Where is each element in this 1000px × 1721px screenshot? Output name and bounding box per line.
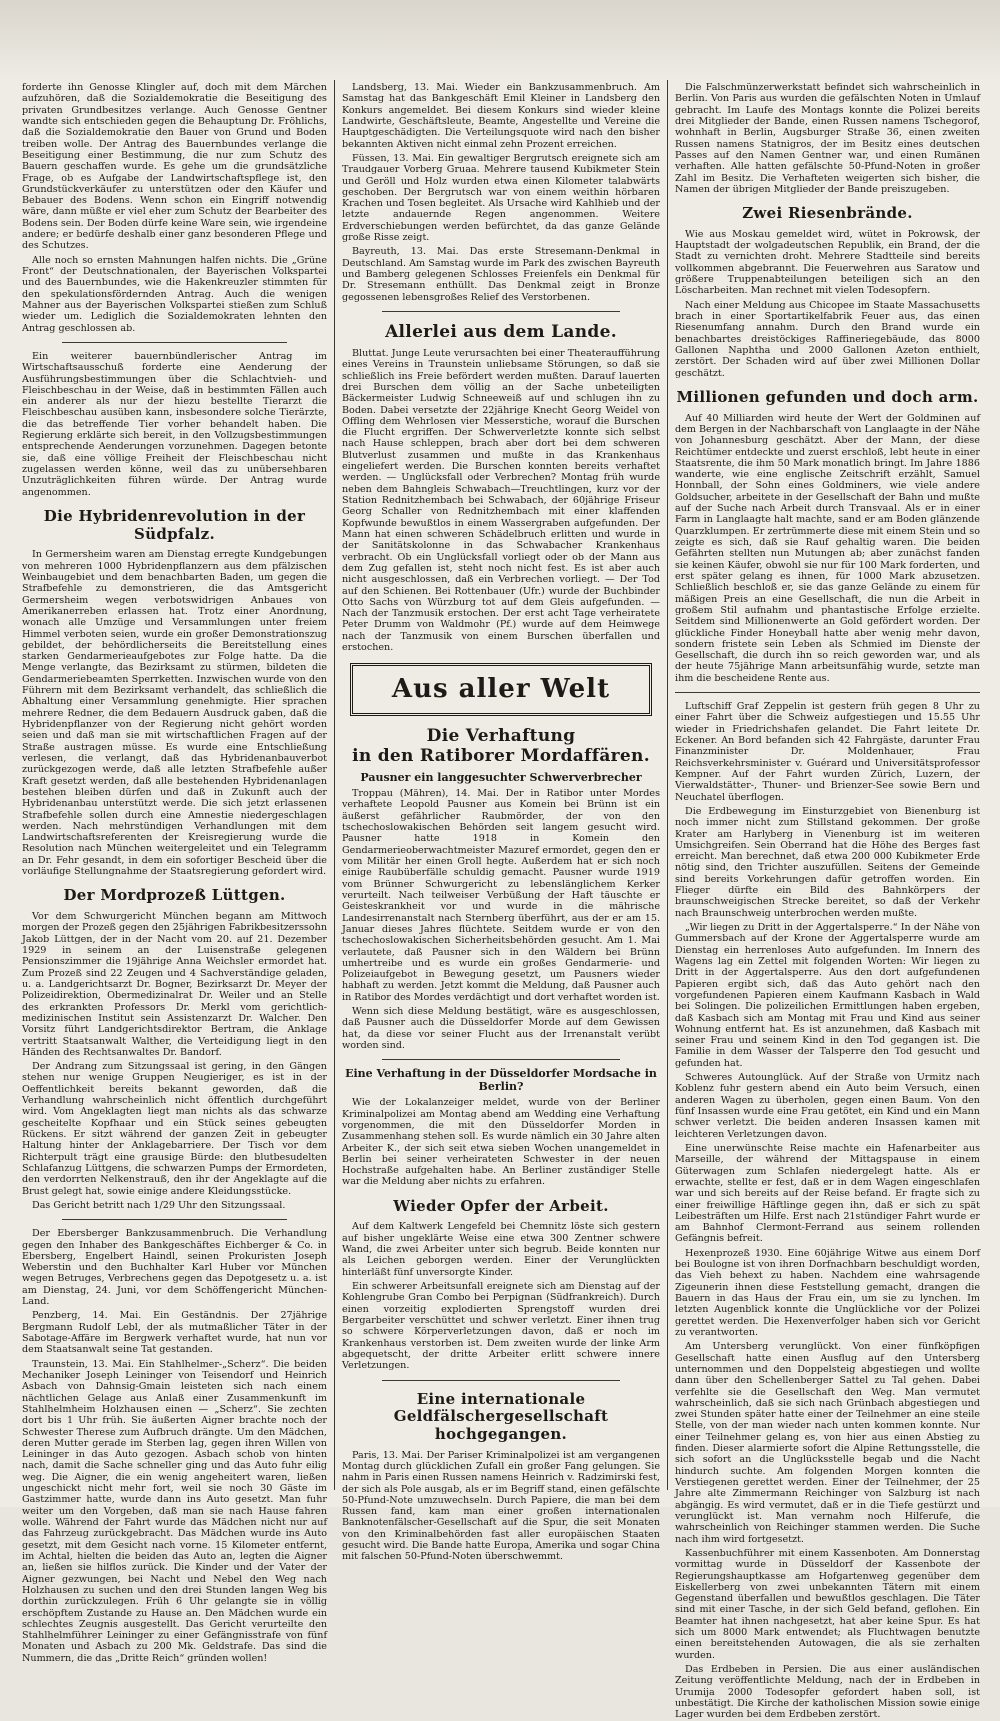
paragraph: Ein weiterer bauernbündlerischer Antrag im Wirtschaftsausschuß forderte eine Aenderung der Ausführungsbestimmungen über die Schlachtvieh- und Fleischbeschau in der Weise, daß in bestimmten Fällen auch ein anderer als nur der hiezu bestellte Tierarzt die Fleischbeschau ausüben kann, insbesondere solche Tierärzte, die das betreffende Tier vorher behandelt haben. Die Regierung erklärte sich bereit, in den Vollzugsbestimmungen entsprechende Aenderungen vorzunehmen. Dagegen betonte sie, daß eine völlige Freiheit der Fleischbeschau nicht zugelassen werden könne, weil das zu unübersehbaren Unzuträglichkeiten führen würde. Der Antrag wurde angenommen.: [22, 350, 327, 498]
paragraph: Troppau (Mähren), 14. Mai. Der in Ratibor unter Mordes verhaftete Leopold Pausner aus Komein bei Brünn ist ein äußerst gefährlicher Raubmörder, der von den tschechoslowakischen Behörden seit langem gesucht wird. Pausner hatte 1918 in Komein den Gendarmerieoberwachtmeister Mazuref ermordet, gegen den er vom Militär her einen Groll hegte. Außerdem hat er sich noch einige Raubüberfälle schuldig gemacht. Pausner wurde 1919 vom Brünner Schwurgericht zu lebenslänglichem Kerker verurteilt. Nach teilweiser Verbüßung der Haft täuschte er Geisteskrankheit vor und wurde in die mährische Landesirrenanstalt nach Sternberg überführt, aus der er am 15. Januar dieses Jahres flüchtete. Seitdem wurde er von den tschechoslowakischen Sicherheitsbehörden gesucht. Am 1. Mai verlautete, daß Pausner sich in den Wäldern bei Brünn umhertreibe und es wurde ein großes Gendarmerie- und Polizeiaufgebot in Bewegung gesetzt, um Pausners wieder habhaft zu werden. Jetzt kommt die Meldung, daß Pausner auch in Ratibor des Mordes verdächtigt und dort verhaftet worden ist.: [342, 788, 660, 1003]
paragraph: Bluttat. Junge Leute verursachten bei einer Theateraufführung eines Vereins in Traunstein unliebsame Störungen, so daß sie schließlich ins Freie befördert werden mußten. Darauf lauerten drei Burschen dem völlig an der Sache unbeteiligten Bäckermeister Ludwig Schneeweiß auf und schlugen ihn zu Boden. Dabei versetzte der 22jährige Knecht Georg Weidel von Offling dem Wehrlosen vier Messerstiche, worauf die Burschen die Flucht ergriffen. Der Schwerverletzte konnte sich selbst nach Hause schleppen, brach aber dort bei dem schweren Blutverlust zusammen und mußte in das Krankenhaus eingeliefert werden. Die Burschen konnten bereits verhaftet werden. — Unglücksfall oder Verbrechen? Montag früh wurde neben dem Bahngleis Schwabach—Treuchtlingen, kurz vor der Station Rednitzhembach bei Schwabach, der 60jährige Friseur Georg Schaller von Rednitzhembach mit einer klaffenden Kopfwunde bewußtlos in einem Wassergraben aufgefunden. Der Mann hat einen schweren Schädelbruch erlitten und wurde in der Sanitätskolonne in das Schwabacher Krankenhaus verbracht. Ob ein Unglücksfall vorliegt oder ob der Mann aus dem Zug gefallen ist, steht noch nicht fest. Es ist aber auch nicht ausgeschlossen, daß ein Verbrechen vorliegt. — Der Tod auf den Schienen. Bei Rottenbauer (Ufr.) wurde der Buchbinder Otto Sachs von Würzburg tot auf dem Gleis aufgefunden. — Nach der Tanzmusik erstochen. Der erst acht Tage verheiratete Peter Drumm von Waldmohr (Pf.) wurde auf dem Heimwege nach der Tanzmusik von einem Burschen überfallen und erstochen.: [342, 347, 660, 654]
paragraph: „Wir liegen zu Dritt in der Aggertalsperre.“ In der Nähe von Gummersbach auf der Krone der Aggertalsperre wurde am Dienstag ein herrenloses Auto aufgefunden. Im Innern des Wagens lag ein Zettel mit folgenden Worten: Wir liegen zu Dritt in der Aggertalsperre. Aus den dort aufgefundenen Papieren ergibt sich, daß das Auto gehört nach den vorgefundenen Papieren einem Kaufmann Kasbach in Wald bei Solingen. Die polizeilichen Ermittlungen haben ergeben, daß Kasbach sich am Montag mit Frau und Kind aus seiner Wohnung entfernt hat. Es ist anzunehmen, daß Kasbach mit seiner Frau und seinem Kind in den Tod gegangen ist. Die Familie in dem Wasser der Talsperre den Tod gesucht und gefunden hat.: [675, 922, 980, 1069]
article-subheadline: Pausner ein langgesuchter Schwerverbrecher: [360, 771, 642, 785]
paragraph: Das Gericht betritt nach 1/29 Uhr den Sitzungssaal.: [32, 1199, 286, 1211]
paragraph: Luftschiff Graf Zeppelin ist gestern früh gegen 8 Uhr zu einer Fahrt über die Schweiz aufgestiegen und 15.55 Uhr wieder in Friedrichshafen gelandet. Die Fahrt leitete Dr. Eckener. An Bord befanden sich 42 Fahrgäste, darunter Frau Finanzminister Dr. Moldenhauer, Frau Reichsverkehrsminister v. Guérard und Universitätsprofessor Kempner. Auf der Fahrt wurden Zürich, Luzern, der Vierwaldstätter-, Thuner- und Brienzer-See sowie Bern und Neuchatel überflogen.: [675, 701, 980, 803]
divider: [382, 311, 620, 312]
paragraph: Kassenbuchführer mit einem Kassenboten. Am Donnerstag vormittag wurde in Düsseldorf der Kassenbote der Regierungshauptkasse am Hofgartenweg gegenüber dem Eiskellerberg von zwei unbekannten Tätern mit einem Gegenstand überfallen und bewußtlos geschlagen. Die Täter sind mit einer Tasche, in der sich Geld befand, geflohen. Ein Beamter hat ihnen nachgesetzt, hat aber keine Spur. Es hat sich um 8000 Mark entwendet; als Fluchtwagen benutzte einen bereitstehenden Autowagen, die als sie zerhalten wurden.: [675, 1547, 980, 1661]
paragraph: Füssen, 13. Mai. Ein gewaltiger Bergrutsch ereignete sich am Traudgauer Vorberg Gruaa. Mehrere tausend Kubikmeter Stein und Geröll und Holz wurden etwa einen Kilometer talabwärts geschoben. Der Bergrutsch war von einem weithin hörbaren Krachen und Tosen begleitet. Als Ursache wird Kahlhieb und der letzte andauernde Regen angenommen. Weitere Erdverschiebungen werden befürchtet, da das ganze Gelände große Risse zeigt.: [342, 152, 660, 244]
paragraph: Schweres Autounglück. Auf der Straße von Urmitz nach Koblenz fuhr gestern abend ein Auto beim Versuch, einen anderen Wagen zu überholen, gegen einen Baum. Von den fünf Insassen wurde eine Frau getötet, ein Kind und ein Mann schwer verletzt. Die beiden anderen Insassen kamen mit leichteren Verletzungen davon.: [675, 1072, 980, 1140]
article-headline: Zwei Riesenbrände.: [742, 204, 913, 223]
paragraph: Vor dem Schwurgericht München begann am Mittwoch morgen der Prozeß gegen den 25jährigen Fabrikbesitzerssohn Jakob Lüttgen, der in der Nacht vom 20. auf 21. Dezember 1929 in seinem an der Luisenstraße gelegenen Pensionszimmer die 19jährige Anna Weichsler ermordet hat. Zum Prozeß sind 22 Zeugen und 4 Sachverständige geladen, u. a. Landgerichtsarzt Dr. Bogner, Bezirksarzt Dr. Meyer der Polizeidirektion, Obermedizinalrat Dr. Weiler und an Stelle des erkrankten Professors Dr. Merkl vom gerichtlich-medizinischen Institut sein Assistenzarzt Dr. Walcher. Den Vorsitz führt Landgerichtsdirektor Bertram, die Anklage vertritt Staatsanwalt Walther, die Verteidigung liegt in den Händen des Rechtsanwaltes Dr. Bandorf.: [22, 911, 327, 1058]
paragraph: In Germersheim waren am Dienstag erregte Kundgebungen von mehreren 1000 Hybridenpflanzern aus dem pfälzischen Weinbaugebiet und dem benachbarten Baden, um gegen die Strafbefehle zu demonstrieren, die das Amtsgericht Germersheim wegen verbotswidrigen Anbaues von Amerikanerreben erlassen hat. Trotz einer Anordnung, wonach alle Umzüge und Versammlungen unter freiem Himmel verboten seien, wurde ein großer Demonstrationszug gebildet, der behördlicherseits die Bereitstellung eines starken Gendarmerieaufgebotes zur Folge hatte. Da die Menge verlangte, das Bezirksamt zu stürmen, bildeten die Gendarmeriebeamten Sperrketten. Inzwischen wurde von den Führern mit dem Bezirksamt verhandelt, das schließlich die Abhaltung einer Versammlung genehmigte. Hier sprachen mehrere Redner, die dem Bedauern Ausdruck gaben, daß die Hybridenpflanzer von der Regierung nicht gehört worden seien und daß man sie mit wirtschaftlichen Fragen auf der Straße austragen müsse. Es wurde eine Entschließung verlesen, die verlangt, daß das Hybridenanbauverbot zurückgezogen werde, daß alle letzten Strafbefehle außer Kraft gesetzt werden, daß alle bestehenden Hybridenanlagen bestehen bleiben dürfen und daß in Zukunft auch der Hybridenanbau unterstützt werde. Die sich jetzt erlassenen Strafbefehle sollen durch eine Amnestie niedergeschlagen werden. Nach mehrstündigen Verhandlungen mit dem Landwirtschaftsreferenten der Kreisregierung wurde die Resolution nach München weitergeleitet und ein Telegramm an Dr. Fehr gesandt, in dem ein sofortiger Bescheid über die vorläufige Stellungnahme der Staatsregierung gefordert wird.: [22, 549, 327, 878]
paragraph: Auf 40 Milliarden wird heute der Wert der Goldminen auf dem Bergen in der Nachbarschaft von Langlaagte in der Nähe von Johannesburg geschätzt. Aber der Mann, der diese Reichtümer entdeckte und zuerst erschloß, lebt heute in einer Staatsrente, die ihm 50 Mark monatlich bringt. Im Jahre 1886 wanderte, wie eine englische Zeitschrift erzählt, Samuel Honnball, der Sohn eines Goldminers, wie viele andere Goldsucher, arbeitete in der Gesellschaft der Bahn und mußte auf der Suche nach Arbeit durch Transvaal. Als er in einer Farm in Langlaagte halt machte, sand er am Boden glänzende Quarzklumpen. Er zertrümmerte diese mit einem Stein und so zeigte es sich, daß sie Rauf gehaltig waren. Die beiden Gefährten stellten nun Mutungen ab; aber zunächst fanden sie keinen Käufer, obwohl sie nur für 100 Mark forderten, und erst später gelang es ihnen, für 1000 Mark abzusetzen. Schließlich beschloß er, sie das ganze Gelände zu einem für mäßigen Preis an eine Gesellschaft, die nun die Arbeit in großem Stil aufnahm und phantastische Erfolge erzielte. Seitdem sind Millionenwerte an Gold gefördert worden. Der glückliche Finder Honeyball hatte aber wenig mehr davon, sondern fristete sein Leben als Schmied im Dienste der Gesellschaft, die durch ihn so reich geworden war, und als der heute 75jährige Mann arbeitsunfähig wurde, setzte man ihm die bescheidene Rente aus.: [675, 412, 980, 684]
paragraph: Wie aus Moskau gemeldet wird, wütet in Pokrowsk, der Hauptstadt der wolgadeutschen Republik, ein Brand, der die Stadt zu vernichten droht. Mehrere Stadtteile sind bereits vollkommen abgebrannt. Die Feuerwehren aus Saratow und größere Truppenabteilungen beteiligen sich an den Löscharbeiten. Man rechnet mit vielen Todesopfern.: [675, 228, 980, 297]
section-banner: Aus aller Welt: [350, 663, 652, 716]
article-headline: Die Verhaftung: [426, 726, 576, 747]
divider: [382, 1059, 620, 1060]
divider: [382, 1380, 620, 1381]
column-rule: [667, 80, 668, 1490]
paragraph: Auf dem Kaltwerk Lengefeld bei Chemnitz löste sich gestern auf bisher ungeklärte Weise eine etwa 300 Zentner schwere Wand, die zwei Arbeiter unter sich begrub. Beide konnten nur als Leichen geborgen werden. Einer der Verunglückten hinterläßt fünf unversorgte Kinder.: [342, 1221, 660, 1278]
paragraph: Eine unerwünschte Reise machte ein Hafenarbeiter aus Marseille, der während der Mittagspause in einem Güterwagen zum Schlafen niedergelegt hatte. Als er erwachte, stellte er fest, daß er in dem Wagen eingeschlafen war und sich bereits auf der Reise befand. Er fragte sich zu einer freiwillige Häftlinge gegen ihn, daß er sich zu spät Leibesträften um Hilfe. Erst nach 21stündiger Fahrt wurde er am Bahnhof Clermont-Ferrand aus seinem rollenden Gefängnis befreit.: [675, 1142, 980, 1245]
paragraph: Ein schwerer Arbeitsunfall ereignete sich am Dienstag auf der Kohlengrube Gran Combo bei Perpignan (Südfrankreich). Durch einen vorzeitig explodierten Sprengstoff wurden drei Bergarbeiter verschüttet und schwer verletzt. Einer ihnen trug so schwere Körperverletzungen davon, daß er noch im Krankenhaus verstorben ist. Dem zweiten wurde der linke Arm abgequetscht, der dritte Arbeiter erlitt schwere innere Verletzungen.: [342, 1281, 660, 1372]
paragraph: Der Andrang zum Sitzungssaal ist gering, in den Gängen stehen nur wenige Gruppen Neugieriger, es ist in der Oeffentlichkeit bereits bekannt geworden, daß die Verhandlung wahrscheinlich nicht öffentlich durchgeführt wird. Vom Angeklagten liegt man nichts als das schwarze gescheitelte Kopfhaar und ein Stück seines gebeugten Rückens. Er sitzt während der ganzen Zeit in gebeugter Haltung hinter der Anklagebarriere. Der Tisch vor dem Richterpult trägt eine grausige Bürde: den blutbesudelten Schlafanzug Lüttgens, die schwarzen Pumps der Ermordeten, den verdorrten Nelkenstrauß, den ihr der Angeklagte auf die Brust gelegt hat, sowie einige andere Kleidungsstücke.: [22, 1061, 327, 1197]
column-middle: [342, 82, 660, 1563]
paragraph: Die Falschmünzerwerkstatt befindet sich wahrscheinlich in Berlin. Von Paris aus wurden die gefälschten Noten in Umlauf gebracht. Im Laufe des Montags konnte die Polizei bereits drei Mitglieder der Bande, einen Russen namens Tschegorof, wohnhaft in Berlin, Augsburger Straße 36, einen zweiten Russen namens Statnigros, der im Besitz eines deutschen Passes auf den Namen Gentner war, und einen Rumänen verhaften. Alle hatten gefälschte 50-Pfund-Noten in großer Zahl im Besitz. Die Verhafteten weigerten sich bisher, die Namen der übrigen Mitglieder der Bande preiszugeben.: [675, 82, 980, 195]
paragraph: Hexenprozeß 1930. Eine 60jährige Witwe aus einem Dorf bei Boulogne ist von ihren Dorfnachbarn beschuldigt worden, das Vieh behext zu haben. Nachdem eine wahrsagende Zigeunerin ihnen diese Feststellung gemacht, drangen die Bauern in das Haus der Frau ein, um sie zu lynchen. Im letzten Augenblick konnte die Unglückliche vor der Polizei gerettet werden. Die Hexenverfolger haben sich vor Gericht zu verantworten.: [675, 1247, 980, 1338]
divider: [675, 692, 980, 693]
column-rule: [334, 80, 335, 1490]
paragraph: Bayreuth, 13. Mai. Das erste Stresemann-Denkmal in Deutschland. Am Samstag wurde im Park des zwischen Bayreuth und Bamberg gelegenen Schlosses Freienfels ein Denkmal für Dr. Stresemann enthüllt. Das Denkmal zeigt in Bronze gegossenen lebensgroßes Relief des Verstorbenen.: [342, 246, 660, 303]
paragraph: Paris, 13. Mai. Der Pariser Kriminalpolizei ist am vergangenen Montag durch glücklichen Zufall ein großer Fang gelungen. Sie nahm in Paris einen Russen namens Heinrich v. Radzimirski fest, der sich als Pole ausgab, als er im Begriff stand, einen gefälschte 50-Pfund-Note umzuwechseln. Durch Papiere, die man bei dem Russen fand, kam man einer großen internationalen Banknotenfälscher-Gesellschaft auf die Spur, die seit Monaten von den Kriminalbehörden fast aller europäischen Staaten gesucht wird. Die Bande hatte Europa, Amerika und sogar China mit falschen 50-Pfund-Noten überschwemmt.: [342, 1449, 660, 1563]
paragraph: forderte ihn Genosse Klingler auf, doch mit dem Märchen aufzuhören, daß die Sozialdemokratie die Beseitigung des privaten Grundbesitzes verlange. Auch Genosse Gentner wandte sich entschieden gegen die Behauptung Dr. Fröhlichs, daß die Sozialdemokratie den Bauer von Grund und Boden treiben wolle. Der Antrag des Bauernbundes verlange die Beseitigung einer Bestimmung, die nur zum Schutz des Bauern geschaffen wurde. Es gehe um die grundsätzliche Frage, ob es Aufgabe der Landwirtschaftspflege ist, den Grundstückverkäufer zu unterstützen oder den Käufer und Bebauer des Bodens. Wenn schon ein Eingriff notwendig wäre, dann müßte er viel eher zum Schutz der Bearbeiter des Bodens sein. Der Boden dürfe keine Ware sein, wie irgendeine andere; er bedürfe deshalb einer ganz besonderen Pflege und des Schutzes.: [22, 82, 327, 252]
divider: [62, 1219, 287, 1220]
column-right: [675, 82, 980, 1721]
paragraph: Das Erdbeben in Persien. Die aus einer ausländischen Zeitung veröffentlichte Meldung, nach der in Erdbeben in Urumija 2000 Todesopfer gefordert haben soll, ist unbestätigt. Die Kirche der katholischen Mission sowie einige Lager wurden bei dem Erdbeben zerstört.: [675, 1664, 980, 1721]
article-headline-line2: hochgegangen.: [434, 1424, 568, 1443]
paragraph: Die Erdbewegung im Einsturzgebiet von Bienenburg ist noch immer nicht zum Stillstand gekommen. Der große Krater am Harlyberg in Vienenburg ist im weiteren Umsichgreifen. Sein Oberrand hat die Höhe des Berges fast erreicht. Man berechnet, daß etwa 200 000 Kubikmeter Erde nötig sind, den Trichter auszufüllen. Seitens der Gemeinde sind bereits Vorkehrungen dafür getroffen worden. Ein Flieger dürfte ein Bild des Bahnkörpers der braunschweigischen Strecke bereitet, so daß der Verkehr nach Braunschweig unterbrochen werden mußte.: [675, 805, 980, 919]
article-headline-line2: in den Ratiborer Mordaffären.: [352, 746, 650, 767]
section-headline: Allerlei aus dem Lande.: [385, 321, 617, 342]
paragraph: Wie der Lokalanzeiger meldet, wurde von der Berliner Kriminalpolizei am Montag abend am Wedding eine Verhaftung vorgenommen, die mit den Düsseldorfer Morden in Zusammenhang stehen soll. Es wurde nämlich ein 30 Jahre alten Arbeiter K., der sich seit etwa sieben Wochen unangemeldet in Berlin bei seiner verheirateten Schwester in der neuen Hochstraße aufgehalten habe. An Berliner zuständiger Stelle war die Meldung aber nichts zu erfahren.: [342, 1097, 660, 1188]
paragraph: Der Ebersberger Bankzusammenbruch. Die Verhandlung gegen den Inhaber des Bankgeschäftes Eichberger & Co. in Ebersberg, Engelbert Haindl, seinen Prokuristen Joseph Weberstin und den Buchhalter Karl Huber vor München wegen Betruges, Verbrechens gegen das Depotgesetz u. a. ist am Dienstag, 24. Juni, vor dem Schöffengericht München-Land.: [22, 1228, 327, 1308]
paragraph: Am Untersberg verunglückt. Von einer fünfköpfigen Gesellschaft hatte einen Ausflug auf den Untersberg unternommen und den Doppelsteig abgestiegen und wollte dann über den Schellenberger Sattel zu Tal gehen. Dabei verfehlte sie die Gesellschaft den Weg. Man vermutet wahrscheinlich, daß sie sich nach Grünbach abgestiegen und zwei Stunden später hatte einer der Teilnehmer an eine steile Stelle, von der man wieder nach unten kommen konnte. Nur einer Teilnehmer gelang es, von hier aus einen Abstieg zu finden. Dieser alarmierte sofort die Alpine Rettungsstelle, die sich sofort an die Unglücksstelle begab und die Nacht hindurch suchte. Am folgenden Morgen konnten die Verstiegenen gerettet werden. Einer der Teilnehmer, der 25 Jahre alte Zimmermann Reichinger von Salzburg ist nach abgängig. Es wird vermutet, daß er in die Tiefe gestürzt und verunglückt ist. Man vernahm noch Hilferufe, die wahrscheinlich von Reichinger stammen werden. Die Suche nach ihm wird fortgesetzt.: [675, 1341, 980, 1545]
paragraph: Wenn sich diese Meldung bestätigt, wäre es ausgeschlossen, daß Pausner auch die Düsseldorfer Morde auf dem Gewissen hat, da diese vor seiner Flucht aus der Irrenanstalt verübt worden sind.: [342, 1006, 660, 1052]
article-subheadline: Eine Verhaftung in der Düsseldorfer Mordsache in Berlin?: [345, 1067, 657, 1094]
article-headline: Wieder Opfer der Arbeit.: [393, 1196, 609, 1215]
paragraph: Nach einer Meldung aus Chicopee im Staate Massachusetts brach in einer Sportartikelfabrik Feuer aus, das einen Riesenumfang annahm. Durch den Brand wurde ein benachbartes dreistöckiges Raffineriegebäude, das 8000 Gallonen Naphtha und 2000 Gallonen Azeton enthielt, zerstört. Der Schaden wird auf über zwei Millionen Dollar geschätzt.: [675, 299, 980, 379]
column-left: [22, 82, 327, 1664]
paragraph: Alle noch so ernsten Mahnungen halfen nichts. Die „Grüne Front“ der Deutschnationalen, der Bayerischen Volkspartei und des Bauernbundes, wie die Hakenkreuzler stimmten für den spekulationsfördernden Antrag. Auch die wenigen Mahner aus der Bayerischen Volkspartei stießen zum Schluß wieder um. Lediglich die Sozialdemokraten lehnten den Antrag geschlossen ab.: [22, 254, 327, 334]
article-headline: Eine internationale Geldfälschergesellschaft: [393, 1389, 609, 1426]
page-top-margin: [0, 0, 1000, 80]
divider: [62, 342, 287, 343]
article-headline: Der Mordprozeß Lüttgen.: [63, 886, 286, 905]
article-headline: Die Hybridenrevolution in der Südpfalz.: [43, 506, 306, 543]
article-headline: Millionen gefunden und doch arm.: [676, 387, 979, 406]
paragraph: Traunstein, 13. Mai. Ein Stahlhelmer-„Scherz“. Die beiden Mechaniker Joseph Leininger von Teisendorf und Heinrich Asbach von Dahnsig-Gmain leisteten sich nach einem nächtlichen Gelage aus Anlaß einer Zusammenkunft im Stahlhelmheim Holzhausen einen — „Scherz“. Sie zechten dort bis 1 Uhr früh. Sie äußerten Aigner brachte noch der Schwester Therese zum Aufbruch drängte. Um den Mädchen, deren Mutter gerade im Sterben lag, gegen ihren Willen von Leininger in das Auto gezogen. Asbach schob von hinten nach, damit die Sache schneller ging und das Auto fuhr eilig weg. Die Aigner, die ein wenig angeheitert waren, ließen ungeschickt nicht mehr fort, weil sie noch 30 Gäste im Gastzimmer hatte, wurde dann ins Auto gesetzt. Man fuhr weiter um den Vorgeben, daß man sie nach Hause fahren wolle. Während der Fahrt wurde das Mädchen nicht nur auf das Fahrzeug zurückgebracht. Das Mädchen wurde ins Auto gesetzt, mit dem Gesicht nach vorne. 15 Kilometer entfernt, im Achtal, hielten die beiden das Auto an, legten die Aigner an, ließen sie hilflos zurück. Die Kinder und der Vater der Aigner gezwungen, bei Nacht und Nebel den Weg nach Holzhausen zu suchen und den drei Stunden langen Weg bis dorthin zurückzulegen. Früh 6 Uhr gelangte sie in völlig erschöpftem Zustande zu Hause an. Den Mädchen wurde ein schlechtes Zeugnis ausgestellt. Das Gericht verurteilte den Stahlhelmführer Leininger zu einer Gefängnisstrafe von fünf Monaten und Asbach zu 200 Mk. Geldstrafe. Das sind die Nummern, die das „Dritte Reich“ gründen wollen!: [22, 1358, 327, 1664]
paragraph: Penzberg, 14. Mai. Ein Geständnis. Der 27jährige Bergmann Rudolf Lebl, der als mutmaßlicher Täter in der Sabotage-Affäre im Bergwerk verhaftet wurde, hat nun vor dem Staatsanwalt seine Tat gestanden.: [22, 1310, 327, 1356]
paragraph: Landsberg, 13. Mai. Wieder ein Bankzusammenbruch. Am Samstag hat das Bankgeschäft Emil Kleiner in Landsberg den Konkurs angemeldet. Bei diesem Konkurs sind wieder kleine Landwirte, Geschäftsleute, Beamte, Angestellte und Vereine die Hauptgeschädigten. Die Verteilungsquote wird nach den bisher bekannten Aktiven nicht einmal zehn Prozent erreichen.: [342, 82, 660, 150]
